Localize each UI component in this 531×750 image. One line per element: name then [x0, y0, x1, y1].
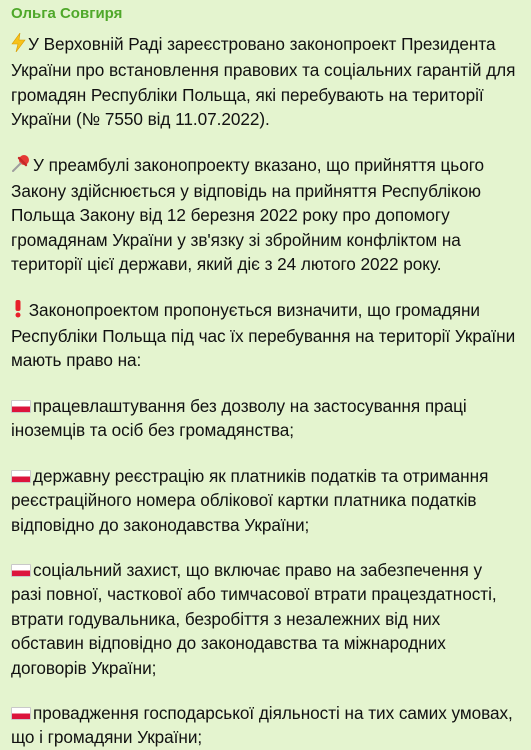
- paragraph-2: [11, 153, 517, 277]
- poland-flag-icon: [11, 564, 31, 577]
- pushpin-icon: [11, 154, 31, 179]
- paragraph-6: [11, 558, 517, 680]
- paragraph-4: [11, 394, 517, 443]
- poland-flag-icon: [11, 470, 31, 483]
- poland-flag-icon: [11, 707, 31, 720]
- poland-flag-icon: [11, 400, 31, 413]
- paragraph-3: [11, 298, 517, 373]
- paragraph-7: [11, 701, 517, 750]
- paragraph-text: У преамбулі законопроекту вказано, що прийняття цього Закону здійснюється у відповідь на прийняття Республікою Польща Закону від 12 березня 2022 року про допомогу громадянам України у зв'язку зі збройним конфліктом на території цієї держави, який діє з 24 лютого 2022 року.: [11, 154, 485, 275]
- paragraph-text: працевлаштування без дозволу на застосування праці іноземців та осіб без громадянства;: [11, 395, 467, 441]
- exclamation-icon: [14, 299, 22, 324]
- paragraph-text: провадження господарської діяльності на тих самих умовах, що і громадяни України;: [11, 702, 513, 748]
- paragraph-text: державну реєстрацію як платників податків та отримання реєстраційного номера облікової картки платника податків відповідно до законодавства України;: [11, 465, 489, 535]
- paragraph-5: [11, 464, 517, 537]
- lightning-icon: [11, 33, 26, 58]
- paragraph-1: [11, 32, 517, 132]
- paragraph-text: У Верховній Раді зареєстровано законопроект Президента України про встановлення правових та соціальних гарантій для громадян Республіки Польща, які перебувають на території України (№ 7550 від 11.07.2022).: [11, 34, 516, 130]
- paragraph-text: соціальний захист, що включає право на забезпечення у разі повної, часткової або тимчасової втрати працездатності, втрати годувальника, безробіття з незалежних від них обставин відповідно до законодавства та міжнародних договорів України;: [11, 559, 497, 678]
- paragraph-text: Законопроектом пропонується визначити, що громадяни Республіки Польща під час їх перебування на території України мають право на:: [11, 299, 516, 371]
- sender-name[interactable]: Ольга Совгиря: [11, 5, 123, 22]
